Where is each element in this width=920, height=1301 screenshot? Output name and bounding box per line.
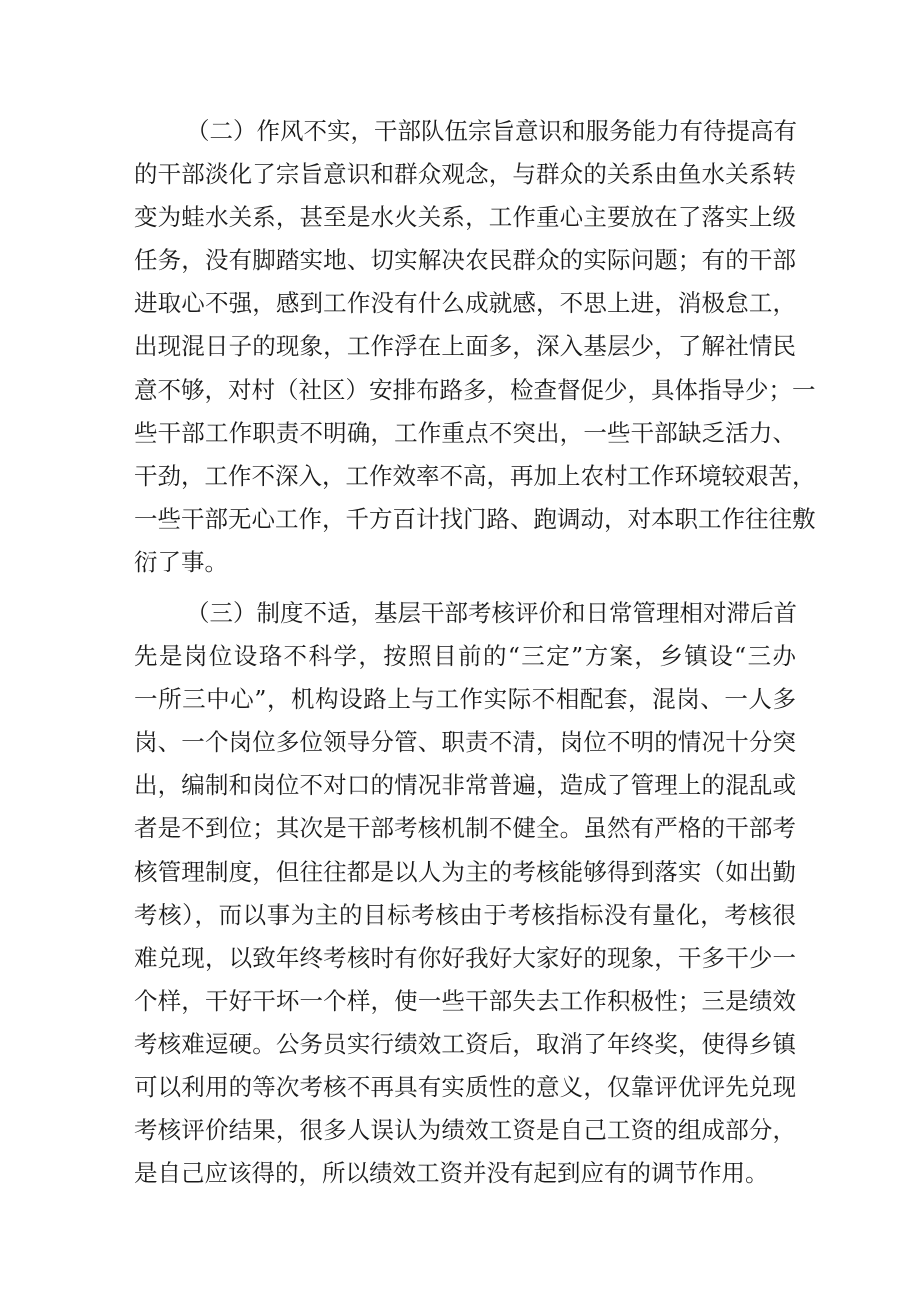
paragraph-line: 者是不到位；其次是干部考核机制不健全。虽然有严格的干部考: [134, 814, 796, 843]
paragraph-line: 任务，没有脚踏实地、切实解决农民群众的实际问题；有的干部: [134, 246, 796, 275]
paragraph-section-3: [134, 594, 796, 1197]
paragraph-line: 一所三中心”，机构设路上与工作实际不相配套，混岗、一人多: [134, 685, 796, 714]
paragraph-line: 衍了事。: [134, 547, 228, 576]
paragraph-line: （二）作风不实，干部队伍宗旨意识和服务能力有待提高有: [186, 117, 797, 145]
paragraph-line: 出现混日子的现象，工作浮在上面多，深入基层少，了解社情民: [134, 332, 796, 361]
paragraph-line: 进取心不强，感到工作没有什么成就感，不思上进，消极怠工，: [134, 289, 796, 318]
paragraph-line: 意不够，对村（社区）安排布路多，检查督促少，具体指导少；一: [134, 375, 816, 404]
paragraph-line: 些干部工作职责不明确，工作重点不突出，一些干部缺乏活力、: [134, 418, 796, 447]
paragraph-line: 一些干部无心工作，千方百计找门路、跑调动，对本职工作往往敷: [134, 504, 816, 533]
paragraph-line: 个样，干好干坏一个样，使一些干部失去工作积极性；三是绩效: [134, 986, 796, 1015]
paragraph-line: 干劲，工作不深入，工作效率不高，再加上农村工作环境较艰苦，: [134, 461, 816, 490]
paragraph-line: 的干部淡化了宗旨意识和群众观念，与群众的关系由鱼水关系转: [134, 160, 796, 189]
paragraph-line: 考核），而以事为主的目标考核由于考核指标没有量化，考核很: [134, 900, 796, 929]
paragraph-section-2: [134, 112, 816, 586]
paragraph-line: 变为蛙水关系，甚至是水火关系，工作重心主要放在了落实上级: [134, 203, 796, 232]
paragraph-line: 可以利用的等次考核不再具有实质性的意义，仅靠评优评先兑现: [134, 1073, 796, 1102]
paragraph-line: 先是岗位设珞不科学，按照目前的“三定”方案，乡镇设“三办: [134, 642, 796, 671]
paragraph-line: 核管理制度，但往往都是以人为主的考核能够得到落实（如出勤: [134, 857, 796, 886]
paragraph-line: 考核难逗硬。公务员实行绩效工资后，取消了年终奖，使得乡镇: [134, 1029, 796, 1058]
paragraph-line: 考核评价结果，很多人误认为绩效工资是自己工资的组成部分，: [134, 1116, 796, 1145]
paragraph-line: 岗、一个岗位多位领导分管、职责不清，岗位不明的情况十分突: [134, 728, 796, 757]
paragraph-line: 出，编制和岗位不对口的情况非常普遍，造成了管理上的混乱或: [134, 771, 796, 800]
paragraph-line: （三）制度不适，基层干部考核评价和日常管理相对滞后首: [186, 599, 797, 627]
paragraph-line: 是自己应该得的，所以绩效工资并没有起到应有的调节作用。: [134, 1159, 769, 1188]
paragraph-line: 难兑现，以致年终考核时有你好我好大家好的现象，干多干少一: [134, 943, 796, 972]
